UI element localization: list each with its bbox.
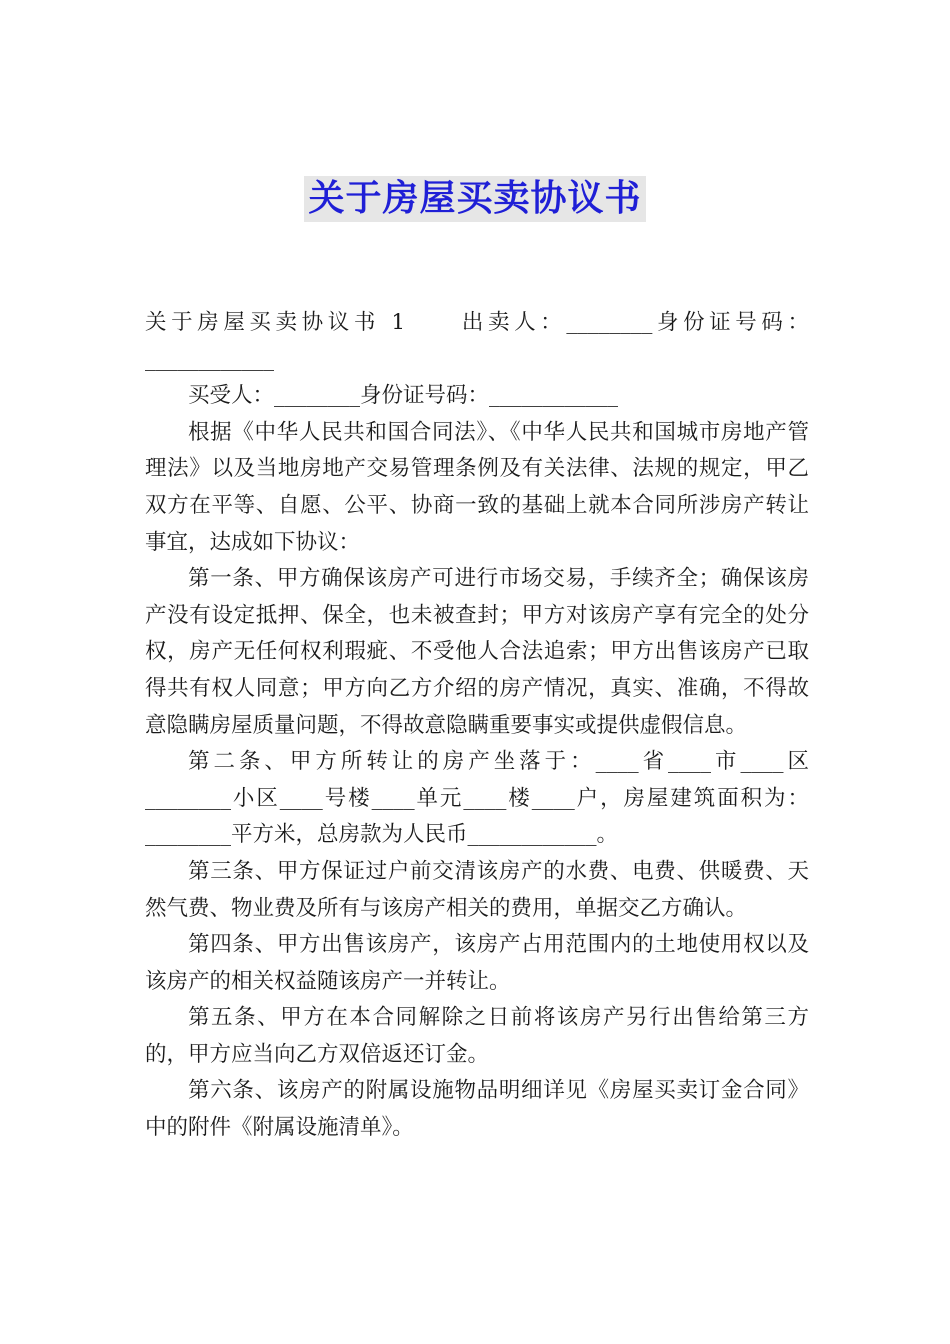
paragraph-article-6: 第六条、该房产的附属设施物品明细详见《房屋买卖订金合同》中的附件《附属设施清单》。 xyxy=(145,1078,809,1141)
paragraph-article-3: 第三条、甲方保证过户前交清该房产的水费、电费、供暖费、天然气费、物业费及所有与该房产相关的费用，单据交乙方确认。 xyxy=(145,858,809,921)
document-title: 关于房屋买卖协议书 xyxy=(304,176,645,222)
paragraph-article-1: 第一条、甲方确保该房产可进行市场交易，手续齐全；确保该房产没有设定抵押、保全，也未被查封；甲方对该房产享有完全的处分权，房产无任何权利瑕疵、不受他人合法追索；甲方出售该房产已取得共有权人同意；甲方向乙方介绍的房产情况，真实、准确，不得故意隐瞒房屋质量问题，不得故意隐瞒重要事实或提供虚假信息。 xyxy=(145,566,809,738)
paragraph-article-2: 第二条、甲方所转让的房产坐落于：____省____市____区________小区____号楼____单元____楼____户，房屋建筑面积为：________平方米，总房款为人民币____________。 xyxy=(145,749,809,848)
paragraph-preamble: 根据《中华人民共和国合同法》、《中华人民共和国城市房地产管理法》以及当地房地产交易管理条例及有关法律、法规的规定，甲乙双方在平等、自愿、公平、协商一致的基础上就本合同所涉房产转让事宜，达成如下协议： xyxy=(145,419,809,555)
document-body xyxy=(145,305,809,1147)
paragraph-buyer: 买受人：________身份证号码：____________ xyxy=(188,383,619,409)
paragraph-article-4: 第四条、甲方出售该房产，该房产占用范围内的土地使用权以及该房产的相关权益随该房产一并转让。 xyxy=(145,932,809,994)
title-container xyxy=(0,176,950,222)
paragraph-header-seller: 关于房屋买卖协议书 1 出卖人：________身份证号码：____________ xyxy=(145,310,809,372)
paragraph-article-5: 第五条、甲方在本合同解除之日前将该房产另行出售给第三方的，甲方应当向乙方双倍返还订金。 xyxy=(145,1005,809,1067)
